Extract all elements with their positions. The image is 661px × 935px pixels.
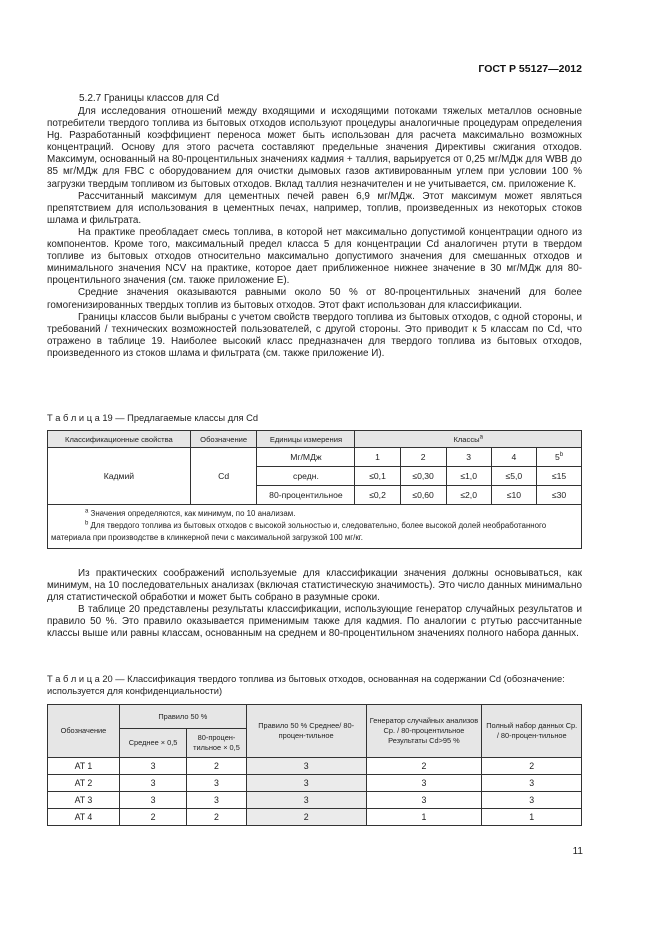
table-cell: 2: [187, 758, 247, 775]
cd-cell: Cd: [190, 448, 257, 505]
class-number: 1: [355, 448, 400, 467]
table-cell: 3: [482, 775, 582, 792]
row-label: 80-процентильное: [257, 486, 355, 505]
table-cell: 3: [366, 775, 482, 792]
table-row: [48, 758, 582, 775]
header-units: Единицы измерения: [257, 431, 355, 448]
table-19: [47, 430, 582, 549]
table-row: [48, 775, 582, 792]
header-rule50: Правило 50 %: [119, 705, 246, 729]
footnote-a-text: Значения определяются, как минимум, по 10 анализам.: [90, 509, 296, 518]
document-id-header: ГОСТ Р 55127—2012: [478, 63, 582, 75]
header-designation: Обозначение: [48, 705, 120, 758]
table-cell: 3: [246, 758, 366, 775]
header-rule50-mean80: Правило 50 % Среднее/ 80-процен-тильное: [246, 705, 366, 758]
paragraph: Для исследования отношений между входящими и исходящими потоками тяжелых металлов основные потребители твердого топлива из бытовых отходов используют процедуры аналогичные процедурам определения Hg. Разработанный коэффициент переноса может быть использован для расчета максимально возможных концентраций. Основу для этого расчета составляют предельные значения Директивы сжигания отходов. Максимум, основанный на 80-процентильных значениях кадмия + таллия, варьируется от 0,25 мг/МДж для WBB до 85 мг/МДж для FBC с оборудованием для очистки дымовых газов активированным углем при условии 100 % загрузки твердым топливом из бытовых отходов. Вклад таллия незначителен и не учитывается, см. приложение К.: [47, 106, 582, 190]
paragraph: В таблице 20 представлены результаты классификации, использующие генератор случайных результатов и правило 50 %. Это правило оказывается применимым также для кадмия. По аналогии с ртутью рассчитанные классы выше или равны классам, основанным на среднем и 80-процентильном значениях полного набора данных.: [47, 604, 582, 640]
footnote-a: [51, 508, 578, 520]
footnote-mark: a: [85, 508, 89, 515]
row-id: AT 2: [48, 775, 120, 792]
footnotes-row: [48, 505, 582, 549]
class-number: [537, 448, 582, 467]
table-20: [47, 704, 582, 826]
paragraph: Границы классов были выбраны с учетом свойств твердого топлива из бытовых отходов, с одной стороны, и требований / технических возможностей пользователей, с другой стороны. Это приводит к 5 классам по Cd, что отражено в таблице 19. Наиболее высокий класс предназначен для твердого топлива из бытовых отходов, произведенного из стоков шлама и фильтрата (см. также приложение И).: [47, 311, 582, 359]
table19-caption: Т а б л и ц а 19 — Предлагаемые классы для Cd: [47, 413, 259, 423]
footnote-b: [51, 520, 578, 544]
paragraph: Из практических соображений используемые для классификации значения должны основываться, как минимум, на 10 последовательных анализах (включая статистическую значимость). Это число данных минимально для статистической обработки и может быть собрано в разумные сроки.: [47, 568, 582, 604]
class-number-label: 5: [554, 452, 560, 462]
table-cell: 3: [246, 792, 366, 809]
table-header-row: [48, 431, 582, 448]
table-cell: 2: [246, 809, 366, 826]
unit-cell: Мг/МДж: [257, 448, 355, 467]
table-cell: ≤0,30: [400, 467, 446, 486]
paragraph: На практике преобладает смесь топлива, в которой нет максимально допустимой концентрации одного из компонентов. Кроме того, максимальный предел класса 5 для концентрации Cd аналогичен ртути в твердом топливе из бытовых отходов относительно максимально допустимого значения для смешанных отходов и минимального значения NCV на практике, которое дает приближенное нижнее значение в 30 мг/МДж для 80-процентильного значения (см. также приложение Е).: [47, 226, 582, 287]
row-id: AT 4: [48, 809, 120, 826]
table-cell: ≤15: [537, 467, 582, 486]
class-number: 4: [491, 448, 536, 467]
table-cell: ≤5,0: [491, 467, 536, 486]
row-label: средн.: [257, 467, 355, 486]
table-row: [48, 809, 582, 826]
table-cell: 2: [187, 809, 247, 826]
header-p80-x05: 80-процен-тильное × 0,5: [187, 729, 247, 758]
class-number: 3: [446, 448, 491, 467]
cadmium-cell: Кадмий: [48, 448, 191, 505]
table-cell: 2: [366, 758, 482, 775]
table-footnotes: [48, 505, 582, 549]
footnote-mark: b: [559, 452, 564, 459]
table-header-row: [48, 705, 582, 729]
table-cell: 1: [482, 809, 582, 826]
row-id: AT 1: [48, 758, 120, 775]
body-text-top: [47, 106, 582, 360]
header-designation: Обозначение: [190, 431, 257, 448]
table-cell: ≤2,0: [446, 486, 491, 505]
header-full-set: Полный набор данных Ср. / 80-процен-тильное: [482, 705, 582, 758]
footnote-b-text: Для твердого топлива из бытовых отходов с высокой зольностью и, следовательно, более высокой долей необработанного материала при производстве в клинкерной печи с максимальной загрузкой 100 мг/кг.: [51, 521, 547, 542]
header-classes: [355, 431, 582, 448]
header-property: Классификационные свойства: [48, 431, 191, 448]
table-cell: 1: [366, 809, 482, 826]
header-generator: Генератор случайных анализов Ср. / 80-процентильное Результаты Cd>95 %: [366, 705, 482, 758]
table-cell: ≤10: [491, 486, 536, 505]
footnote-mark: a: [479, 433, 483, 440]
table-row: [48, 792, 582, 809]
table-cell: 3: [366, 792, 482, 809]
table-cell: ≤1,0: [446, 467, 491, 486]
section-title: 5.2.7 Границы классов для Cd: [79, 93, 220, 104]
table20-caption: Т а б л и ц а 20 — Классификация твердого топлива из бытовых отходов, основанная на содержании Cd (обозначение: используется для конфиденциальности): [47, 674, 565, 696]
table-cell: ≤30: [537, 486, 582, 505]
table-cell: 2: [119, 809, 186, 826]
table-cell: 3: [246, 775, 366, 792]
table-cell: 3: [187, 792, 247, 809]
table-row: [48, 448, 582, 467]
table-cell: ≤0,1: [355, 467, 400, 486]
body-text-middle: [47, 568, 582, 641]
table-cell: 3: [119, 758, 186, 775]
footnote-mark: b: [85, 520, 89, 527]
table-cell: 2: [482, 758, 582, 775]
table-cell: ≤0,60: [400, 486, 446, 505]
table-cell: 3: [119, 775, 186, 792]
header-classes-label: Классы: [453, 434, 480, 444]
paragraph: Средние значения оказываются равными около 50 % от 80-процентильных значений для более гомогенизированных твердых топлив из бытовых отходов. Этот факт использован для классификации.: [47, 287, 582, 311]
table-cell: 3: [187, 775, 247, 792]
row-id: AT 3: [48, 792, 120, 809]
table-cell: 3: [119, 792, 186, 809]
paragraph: Рассчитанный максимум для цементных печей равен 6,9 мг/МДж. Этот максимум может являться препятствием для использования в цементных печах, например, топлив, произведенных из некоторых стоков шлама и фильтрата.: [47, 190, 582, 226]
table-cell: 3: [482, 792, 582, 809]
table-cell: ≤0,2: [355, 486, 400, 505]
header-mean-x05: Среднее × 0,5: [119, 729, 186, 758]
page-number: 11: [572, 846, 583, 857]
class-number: 2: [400, 448, 446, 467]
